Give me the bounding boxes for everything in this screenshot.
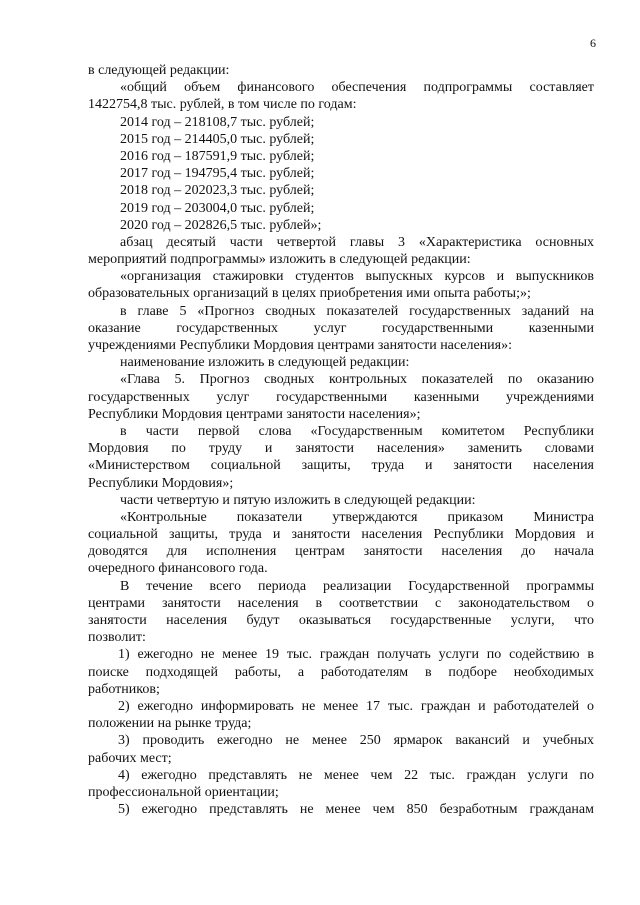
text-line: в части первой слова «Государственным комитетом Республики [120, 423, 594, 439]
text-line: Республики Мордовия»; [88, 475, 234, 491]
text-line: мероприятий подпрограммы» изложить в следующей редакции: [88, 252, 471, 268]
text-line: «Контрольные показатели утверждаются приказом Министра [120, 509, 594, 525]
page-number: 6 [590, 36, 596, 50]
text-line: «организация стажировки студентов выпускных курсов и выпускников [120, 269, 594, 285]
text-line: 2015 год – 214405,0 тыс. рублей; [120, 131, 315, 147]
text-line: социальной защиты, труда и занятости населения Республики Мордовия и [88, 527, 594, 543]
text-line: 2019 год – 203004,0 тыс. рублей; [120, 200, 315, 216]
text-line: «Министерством социальной защиты, труда и занятости населения [88, 458, 594, 474]
text-line: 2017 год – 194795,4 тыс. рублей; [120, 166, 315, 182]
text-line: работников; [88, 681, 160, 697]
text-line: 4) ежегодно представлять не менее чем 22 тыс. граждан услуги по [118, 767, 594, 783]
text-line: 1422754,8 тыс. рублей, в том числе по годам: [88, 97, 357, 113]
text-line: образовательных организаций в целях приобретения ими опыта работы;»; [88, 286, 531, 302]
text-line: центрами занятости населения в соответствии с законодательством о [88, 595, 594, 611]
text-line: рабочих мест; [88, 750, 172, 766]
text-line: 2020 год – 202826,5 тыс. рублей»; [120, 217, 322, 233]
text-line: поиске подходящей работы, а работодателям в подборе необходимых [88, 664, 594, 680]
text-line: 2016 год – 187591,9 тыс. рублей; [120, 148, 315, 164]
text-line: доводятся для исполнения центрам занятости населения до начала [88, 544, 594, 560]
text-line: государственных услуг государственными казенными учреждениями [88, 389, 594, 405]
text-line: профессиональной ориентации; [88, 784, 279, 800]
text-line: В течение всего периода реализации Государственной программы [120, 578, 594, 594]
text-line: 2014 год – 218108,7 тыс. рублей; [120, 114, 315, 130]
text-line: учреждениями Республики Мордовия центрами занятости населения»: [88, 338, 513, 353]
text-line: 3) проводить ежегодно не менее 250 ярмарок вакансий и учебных [118, 733, 594, 749]
text-line: наименование изложить в следующей редакции: [120, 355, 410, 371]
text-line: 1) ежегодно не менее 19 тыс. граждан получать услуги по содействию в [118, 647, 594, 663]
text-line: «общий объем финансового обеспечения подпрограммы составляет [120, 80, 594, 96]
text-line: позволит: [88, 630, 146, 646]
text-line: оказание государственных услуг государственными казенными [88, 320, 594, 336]
text-line: 5) ежегодно представлять не менее чем 850 безработным гражданам [118, 802, 594, 818]
text-line: положении на рынке труда; [88, 716, 252, 732]
text-line: Республики Мордовия центрами занятости населения»; [88, 406, 421, 422]
document-body [88, 62, 594, 818]
text-line: занятости населения будут оказываться государственные услуги, что [88, 613, 594, 628]
text-line: 2) ежегодно информировать не менее 17 тыс. граждан и работодателей о [118, 698, 594, 714]
text-line: 2018 год – 202023,3 тыс. рублей; [120, 183, 315, 199]
text-line: очередного финансового года. [88, 561, 268, 577]
text-line: «Глава 5. Прогноз сводных контрольных показателей по оказанию [120, 372, 594, 388]
text-line: Мордовия по труду и занятости населения» заменить словами [88, 441, 594, 457]
text-line: части четвертую и пятую изложить в следующей редакции: [120, 492, 476, 508]
text-line: абзац десятый части четвертой главы 3 «Характеристика основных [120, 234, 594, 250]
text-line: в главе 5 «Прогноз сводных показателей государственных заданий на [120, 303, 594, 319]
text-line: в следующей редакции: [88, 63, 230, 78]
